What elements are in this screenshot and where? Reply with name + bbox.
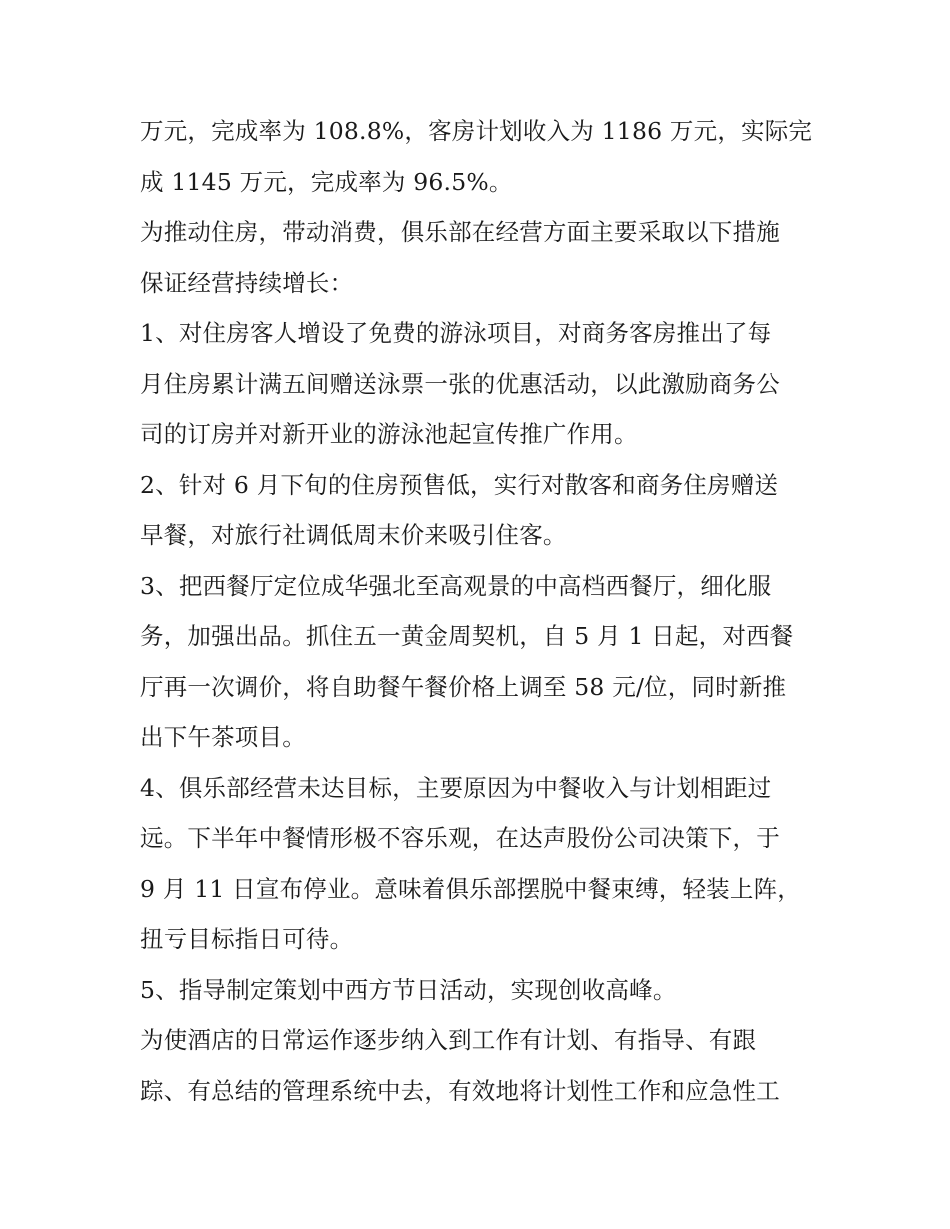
text-line: 扭亏目标指日可待。 xyxy=(140,925,354,953)
text-line: 厅再一次调价，将自助餐午餐价格上调至 58 元/位，同时新推 xyxy=(140,672,787,701)
text-line: 月住房累计满五间赠送泳票一张的优惠活动，以此激励商务公 xyxy=(140,369,780,398)
text-line: 出下午茶项目。 xyxy=(140,723,306,751)
text-line: 4、俱乐部经营未达目标，主要原因为中餐收入与计划相距过 xyxy=(140,773,772,802)
text-line: 成 1145 万元，完成率为 96.5%。 xyxy=(140,167,513,196)
text-line: 保证经营持续增长： xyxy=(140,268,354,297)
text-line: 1、对住房客人增设了免费的游泳项目，对商务客房推出了每 xyxy=(140,319,772,347)
text-line: 为推动住房，带动消费，俱乐部在经营方面主要采取以下措施 xyxy=(140,218,780,246)
text-line: 早餐，对旅行社调低周末价来吸引住客。 xyxy=(140,521,567,549)
document-body xyxy=(140,106,830,1116)
text-line: 司的订房并对新开业的游泳池起宣传推广作用。 xyxy=(140,420,638,448)
text-line: 为使酒店的日常运作逐步纳入到工作有计划、有指导、有跟 xyxy=(140,1026,757,1054)
text-line: 3、把西餐厅定位成华强北至高观景的中高档西餐厅，细化服 xyxy=(140,571,772,600)
text-line: 远。下半年中餐情形极不容乐观，在达声股份公司决策下，于 xyxy=(140,824,780,852)
text-line: 务，加强出品。抓住五一黄金周契机，自 5 月 1 日起，对西餐 xyxy=(140,622,794,650)
text-line: 踪、有总结的管理系统中去，有效地将计划性工作和应急性工 xyxy=(140,1076,780,1105)
text-line: 5、指导制定策划中西方节日活动，实现创收高峰。 xyxy=(140,975,677,1004)
text-line: 2、针对 6 月下旬的住房预售低，实行对散客和商务住房赠送 xyxy=(140,470,779,499)
text-line: 万元，完成率为 108.8%，客房计划收入为 1186 万元，实际完 xyxy=(140,117,813,145)
text-line: 9 月 11 日宣布停业。意味着俱乐部摆脱中餐束缚，轻装上阵， xyxy=(140,874,801,903)
